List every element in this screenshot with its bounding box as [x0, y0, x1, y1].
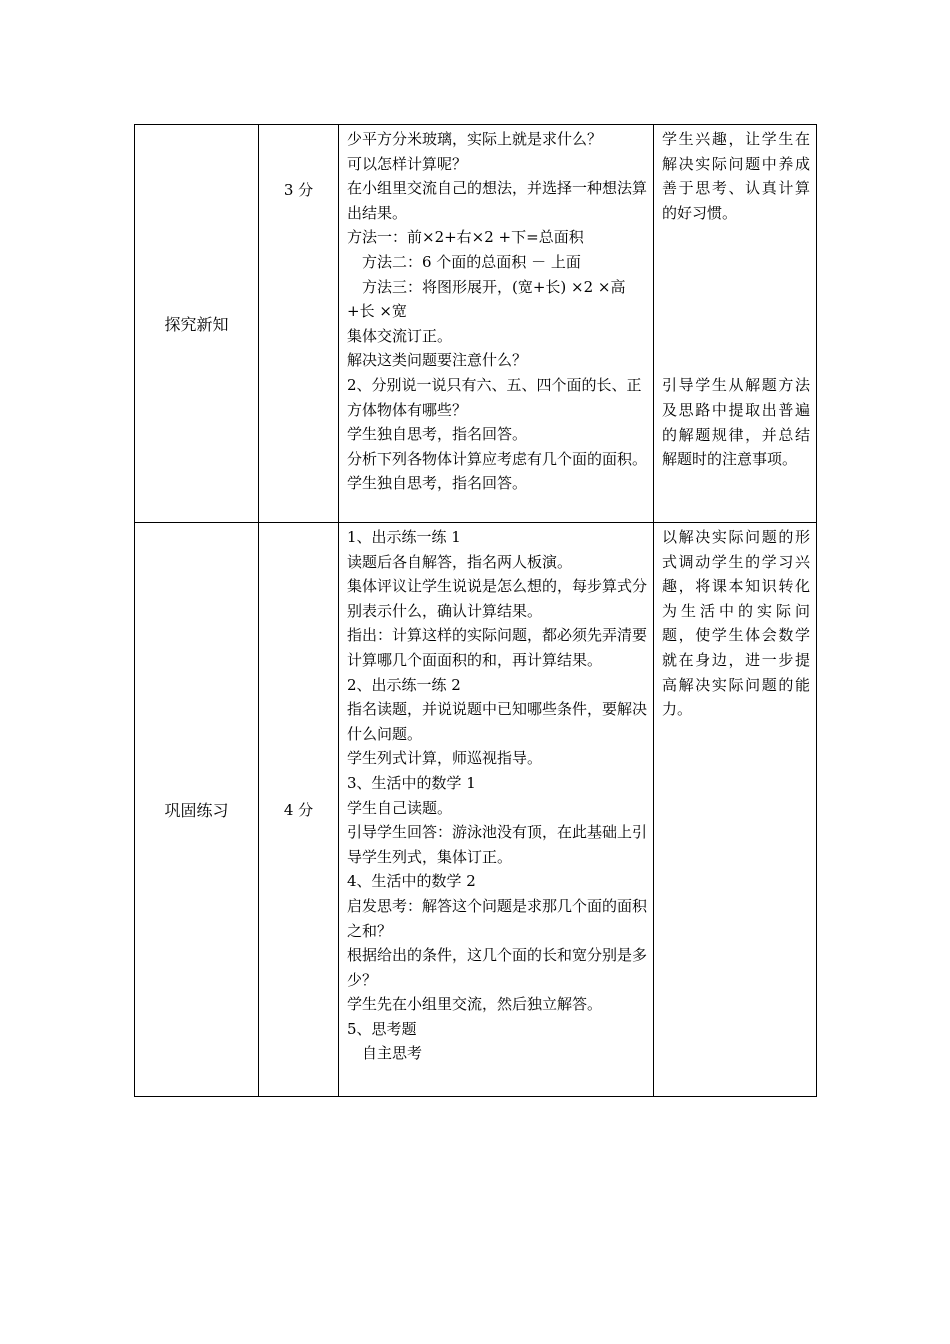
- process-line: 指出：计算这样的实际问题，都必须先弄清要计算哪几个面面积的和，再计算结果。: [347, 626, 648, 669]
- process-line: 学生自己读题。: [347, 798, 453, 817]
- process-line: 方法二：6 个面的总面积 － 上面: [347, 252, 581, 271]
- lesson-plan-table: [134, 124, 817, 1097]
- time-cell: [259, 523, 339, 1097]
- process-line: 4、生活中的数学 2: [347, 872, 476, 891]
- process-line: 集体评议让学生说说是怎么想的，每步算式分别表示什么，确认计算结果。: [347, 577, 648, 620]
- process-line: 集体交流订正。: [347, 326, 453, 345]
- process-line: 引导学生回答：游泳池没有顶，在此基础上引导学生列式，集体订正。: [347, 823, 648, 866]
- intent-cell: [654, 125, 817, 523]
- process-line: 学生独自思考，指名回答。: [347, 474, 528, 493]
- process-line: 启发思考：解答这个问题是求那几个面的面积之和？: [347, 896, 648, 940]
- time-label: 3 分: [283, 181, 314, 199]
- process-line: 1、出示练一练 1: [347, 528, 461, 546]
- process-line: 在小组里交流自己的想法，并选择一种想法算出结果。: [347, 179, 648, 222]
- process-line: 读题后各自解答，指名两人板演。: [347, 552, 573, 571]
- stage-label: 巩固练习: [164, 801, 229, 820]
- process-line: 3、生活中的数学 1: [347, 773, 476, 792]
- stage-label: 探究新知: [164, 315, 229, 334]
- stage-cell: [135, 125, 259, 523]
- process-line: 自主思考: [347, 1044, 423, 1063]
- process-line: 方法三：将图形展开，(宽+长) ×2 ×高+长 ×宽: [347, 277, 626, 321]
- intent-text: 引导学生从解题方法及思路中提取出普遍的解题规律，并总结解题时的注意事项。: [662, 376, 810, 469]
- process-line: 2、出示练一练 2: [347, 675, 461, 694]
- process-line: 5、思考题: [347, 1019, 417, 1038]
- intent-text: 学生兴趣，让学生在解决实际问题中养成善于思考、认真计算的好习惯。: [662, 130, 810, 222]
- process-line: 方法一：前×2+右×2 +下=总面积: [347, 228, 584, 247]
- process-line: 指名读题，并说说题中已知哪些条件，要解决什么问题。: [347, 700, 648, 743]
- process-cell: [339, 523, 654, 1097]
- process-line: 根据给出的条件，这几个面的长和宽分别是多少？: [347, 946, 648, 989]
- process-line: 学生独自思考，指名回答。: [347, 425, 528, 444]
- process-line: 学生列式计算，师巡视指导。: [347, 749, 543, 768]
- table-row: [135, 523, 817, 1097]
- time-cell: [259, 125, 339, 523]
- stage-cell: [135, 523, 259, 1097]
- process-line: 分析下列各物体计算应考虑有几个面的面积。: [347, 449, 648, 468]
- process-line: 解决这类问题要注意什么？: [347, 351, 528, 370]
- process-line: 2、分别说一说只有六、五、四个面的长、正方体物体有哪些？: [347, 375, 642, 419]
- intent-text: 以解决实际问题的形式调动学生的学习兴趣，将课本知识转化为生活中的实际问题，使学生体会数学就在身边，进一步提高解决实际问题的能力。: [662, 528, 810, 719]
- process-cell: [339, 125, 654, 523]
- intent-cell: [654, 523, 817, 1097]
- process-line: 可以怎样计算呢？: [347, 154, 468, 173]
- time-label: 4 分: [283, 801, 314, 819]
- table-row: [135, 125, 817, 523]
- process-line: 少平方分米玻璃，实际上就是求什么？: [347, 130, 603, 148]
- process-line: 学生先在小组里交流，然后独立解答。: [347, 995, 603, 1014]
